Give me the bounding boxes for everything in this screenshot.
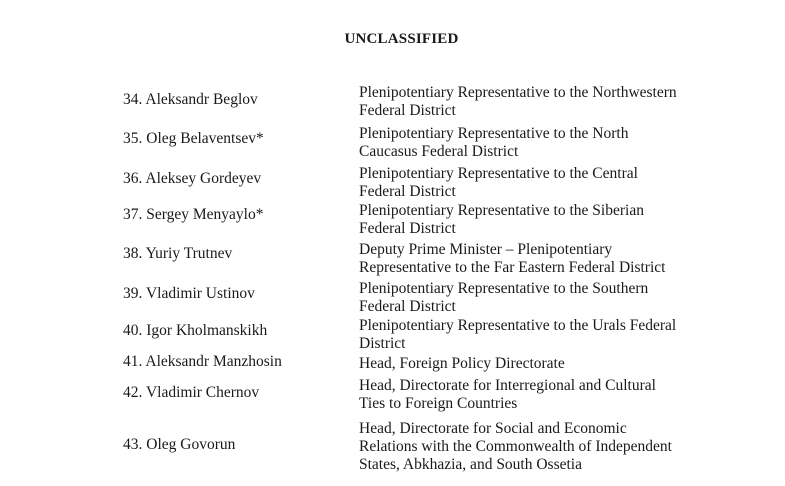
official-name: 36. Aleksey Gordeyev	[123, 170, 262, 187]
title-line: Federal District	[359, 220, 456, 237]
title-line: Plenipotentiary Representative to the Siberian	[359, 202, 644, 219]
official-title	[359, 280, 704, 316]
title-line: Head, Directorate for Interregional and Cultural	[359, 377, 656, 394]
title-line: District	[359, 335, 406, 352]
official-name: 38. Yuriy Trutnev	[123, 245, 233, 262]
official-name: 34. Aleksandr Beglov	[123, 91, 258, 108]
official-name: 43. Oleg Govorun	[123, 436, 236, 453]
classification-header: UNCLASSIFIED	[344, 31, 459, 47]
title-line: Deputy Prime Minister – Plenipotentiary	[359, 241, 613, 258]
official-title	[359, 202, 704, 238]
title-line: Plenipotentiary Representative to the Southern	[359, 280, 649, 297]
official-title	[359, 241, 704, 277]
official-title	[359, 84, 704, 120]
title-line: Plenipotentiary Representative to the Urals Federal	[359, 317, 677, 334]
title-line: Plenipotentiary Representative to the Northwestern	[359, 84, 677, 101]
title-line: Federal District	[359, 102, 456, 119]
official-title	[359, 165, 704, 201]
title-line: Plenipotentiary Representative to the North	[359, 125, 629, 142]
official-title	[359, 420, 704, 474]
official-name: 35. Oleg Belaventsev*	[123, 130, 264, 147]
title-line: Head, Foreign Policy Directorate	[359, 355, 565, 372]
official-name: 41. Aleksandr Manzhosin	[123, 353, 282, 370]
official-title	[359, 377, 704, 413]
title-line: Federal District	[359, 183, 456, 200]
title-line: Head, Directorate for Social and Economic	[359, 420, 627, 437]
title-line: Plenipotentiary Representative to the Central	[359, 165, 638, 182]
title-line: Relations with the Commonwealth of Independent	[359, 438, 672, 455]
title-line: States, Abkhazia, and South Ossetia	[359, 456, 582, 473]
official-name: 42. Vladimir Chernov	[123, 384, 260, 401]
official-name: 37. Sergey Menyaylo*	[123, 206, 264, 223]
title-line: Ties to Foreign Countries	[359, 395, 518, 412]
title-line: Federal District	[359, 298, 456, 315]
official-title	[359, 355, 704, 373]
title-line: Representative to the Far Eastern Federal District	[359, 259, 666, 276]
official-title	[359, 317, 704, 353]
official-name: 40. Igor Kholmanskikh	[123, 322, 268, 339]
official-name: 39. Vladimir Ustinov	[123, 285, 255, 302]
title-line: Caucasus Federal District	[359, 143, 519, 160]
official-title	[359, 125, 704, 161]
